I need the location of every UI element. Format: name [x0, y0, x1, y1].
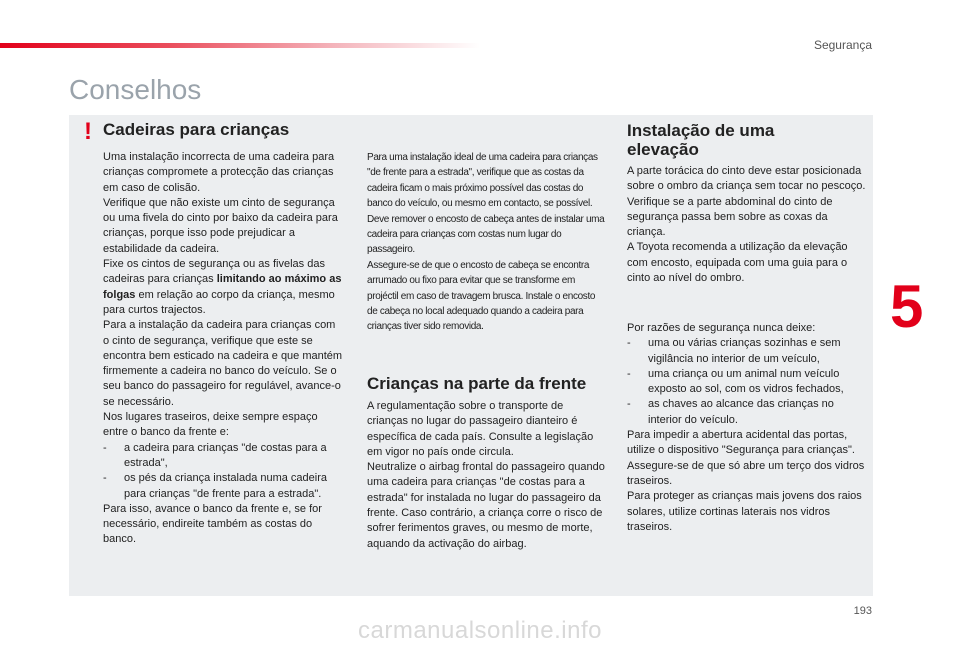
- section-label: Segurança: [813, 38, 872, 52]
- dash-bullet: -: [627, 398, 631, 411]
- watermark: carmanualsonline.info: [358, 617, 602, 644]
- list-item: [627, 367, 867, 398]
- paragraph: Assegure-se de que só abre um terço dos vidros traseiros.: [627, 459, 865, 487]
- text-run: Fixe os cintos de segurança ou as fivelas das cadeiras para crianças: [103, 258, 325, 286]
- paragraph: Para uma instalação ideal de uma cadeira para crianças "de frente para a estrada", verifique que as costas da cadeira ficam o mais próximo possível das costas do banco do veículo, ou mesmo em contacto, se possível.: [367, 152, 598, 210]
- list-item-text: a cadeira para crianças "de costas para a estrada",: [124, 441, 327, 469]
- column-child-seats: [103, 150, 343, 548]
- column-seat-notes: [367, 150, 607, 335]
- paragraph: Para a instalação da cadeira para crianças com o cinto de segurança, verifique que este se encontra bem esticado na cadeira e que mantém firmemente a cadeira no banco do veículo. Se o seu banco do passageiro for regulável, avance-o se necessário.: [103, 319, 343, 408]
- heading-front-children: Crianças na parte da frente: [367, 374, 587, 393]
- page-number: 193: [853, 605, 872, 617]
- paragraph: Verifique se a parte abdominal do cinto de segurança passa bem sobre as coxas da criança.: [627, 195, 833, 239]
- paragraph: Para impedir a abertura acidental das portas, utilize o dispositivo "Segurança para crianças".: [627, 429, 855, 457]
- paragraph: Neutralize o airbag frontal do passageiro quando uma cadeira para crianças "de costas para a estrada" for instalada no lugar do passageiro da frente. Caso contrário, a criança corre o risco de sofrer ferimentos graves, ou mesmo de morte, aquando da activação do airbag.: [367, 461, 605, 550]
- paragraph: A parte torácica do cinto deve estar posicionada sobre o ombro da criança sem tocar no pescoço.: [627, 165, 866, 193]
- dash-bullet: -: [627, 337, 631, 350]
- list-item: [103, 471, 343, 502]
- list-item-text: uma ou várias crianças sozinhas e sem vigilância no interior de um veículo,: [648, 337, 841, 365]
- column-safety-reasons: [627, 321, 867, 535]
- dash-bullet: -: [103, 441, 107, 454]
- list-item-text: as chaves ao alcance das crianças no interior do veículo.: [648, 398, 834, 426]
- text-run: em relação ao corpo da criança, mesmo para curtos trajectos.: [103, 288, 335, 316]
- page-title: Conselhos: [69, 74, 202, 105]
- paragraph: [103, 257, 343, 318]
- paragraph: Nos lugares traseiros, deixe sempre espaço entre o banco da frente e:: [103, 411, 318, 439]
- column-front-children: [367, 399, 607, 552]
- paragraph: Assegure-se de que o encosto de cabeça se encontra arrumado ou fixo para evitar que se transforme em projéctil em caso de travagem brusca. Instale o encosto de cabeça no local adequado quando a cadeira para crianças tiver sido removida.: [367, 259, 596, 333]
- warning-icon: !: [84, 118, 92, 145]
- paragraph: A Toyota recomenda a utilização da elevação com encosto, equipada com uma guia para o cinto ao nível do ombro.: [627, 241, 848, 285]
- header-accent-bar: [0, 43, 480, 48]
- paragraph: Verifique que não existe um cinto de segurança ou uma fivela do cinto por baixo da cadeira para crianças, porque isso pode prejudicar a estabilidade da cadeira.: [103, 196, 338, 255]
- dash-bullet: -: [627, 367, 631, 380]
- dash-bullet: -: [103, 472, 107, 485]
- paragraph: Deve remover o encosto de cabeça antes de instalar uma cadeira para crianças com costas num lugar do passageiro.: [367, 213, 605, 256]
- list-item-text: os pés da criança instalada numa cadeira para crianças "de frente para a estrada".: [124, 472, 328, 500]
- list-item: [627, 397, 867, 428]
- paragraph: Uma instalação incorrecta de uma cadeira para crianças compromete a protecção das crianças em caso de colisão.: [103, 151, 335, 194]
- list-item: [627, 336, 867, 367]
- paragraph: Para isso, avance o banco da frente e, se for necessário, endireite também as costas do banco.: [103, 502, 322, 546]
- list-item-text: uma criança ou um animal num veículo exposto ao sol, com os vidros fechados,: [648, 367, 844, 396]
- column-booster: [627, 164, 867, 286]
- paragraph: A regulamentação sobre o transporte de crianças no lugar do passageiro dianteiro é específica de cada país. Consulte a legislação em vigor no país onde circula.: [367, 400, 594, 458]
- chapter-number: 5: [890, 273, 924, 340]
- heading-booster: Instalação de uma elevação: [627, 121, 775, 159]
- list-item: [103, 441, 343, 472]
- paragraph: Por razões de segurança nunca deixe:: [627, 322, 816, 334]
- heading-child-seats: Cadeiras para crianças: [103, 120, 290, 139]
- emphasis: limitando ao máximo as folgas: [103, 273, 342, 301]
- paragraph: Para proteger as crianças mais jovens dos raios solares, utilize cortinas laterais nos vidros traseiros.: [627, 490, 862, 533]
